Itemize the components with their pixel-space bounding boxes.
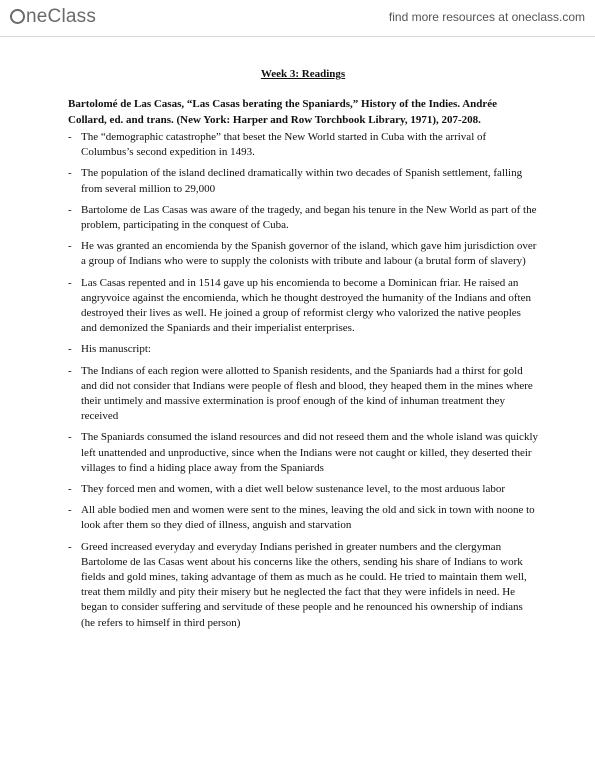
note-item: - The Indians of each region were allotted to Spanish residents, and the Spaniards had a thirst for gold and did not consider that Indians were people of flesh and blood, they heaped them in the mines where their untimely and massive extermination is proof enough of the kind of inhuman treatment they received	[68, 364, 538, 425]
note-item: - The “demographic catastrophe” that beset the New World started in Cuba with the arrival of Columbus’s second expedition in 1493.	[68, 130, 538, 160]
find-more-resources-link[interactable]: find more resources at oneclass.com	[388, 10, 585, 24]
note-item: - Las Casas repented and in 1514 gave up his encomienda to become a Dominican friar. He raised an angryvoice against the encomienda, which he thought destroyed the humanity of the Indians and often destroyed their lives as well. He joined a group of reformist clergy who valorized the native peoples and demonized the Spaniards and their imperialist enterprises.	[68, 276, 538, 337]
note-item: - He was granted an encomienda by the Spanish governor of the island, which gave him jurisdiction over a group of Indians who were to supply the colonists with tribute and labour (a brutal form of slavery)	[68, 239, 538, 269]
note-item: - Bartolome de Las Casas was aware of the tragedy, and began his tenure in the New World as part of the problem, participating in the conquest of Cuba.	[68, 203, 538, 233]
note-item: - The Spaniards consumed the island resources and did not reseed them and the whole island was quickly left unattended and unproductive, since when the Indians were not caught or killed, they deserted their villages to find a hiding place away from the Spaniards	[68, 430, 538, 476]
logo-circle-icon	[10, 9, 25, 24]
site-header	[0, 0, 595, 37]
page-title: Week 3: Readings	[260, 68, 346, 80]
note-item: - All able bodied men and women were sent to the mines, leaving the old and sick in town with noone to look after them so they died of illness, anguish and starvation	[68, 503, 538, 533]
notes-list	[68, 130, 538, 631]
document-body	[68, 68, 538, 637]
oneclass-logo[interactable]	[10, 6, 96, 28]
reading-citation: Bartolomé de Las Casas, “Las Casas berating the Spaniards,” History of the Indies. Andrée Collard, ed. and trans. (New York: Harper and Row Torchbook Library, 1971), 207-208.	[68, 98, 498, 126]
logo-text: neClass	[26, 6, 97, 27]
note-item: - Greed increased everyday and everyday Indians perished in greater numbers and the clergyman Bartolome de las Casas went about his concerns like the others, sending his share of Indians to work fields and gold mines, taking advantage of them as much as he could. He tried to maintain them well, treat them mildly and pity their misery but he neglected the fact that they were infidels in need. He began to consider suffering and servitude of these people and he renounced his ownership of indians (he refers to himself in third person)	[68, 540, 538, 631]
note-item: - The population of the island declined dramatically within two decades of Spanish settlement, falling from several million to 29,000	[68, 166, 538, 196]
note-item: - They forced men and women, with a diet well below sustenance level, to the most arduous labor	[68, 482, 538, 497]
note-item: - His manuscript:	[68, 342, 538, 357]
